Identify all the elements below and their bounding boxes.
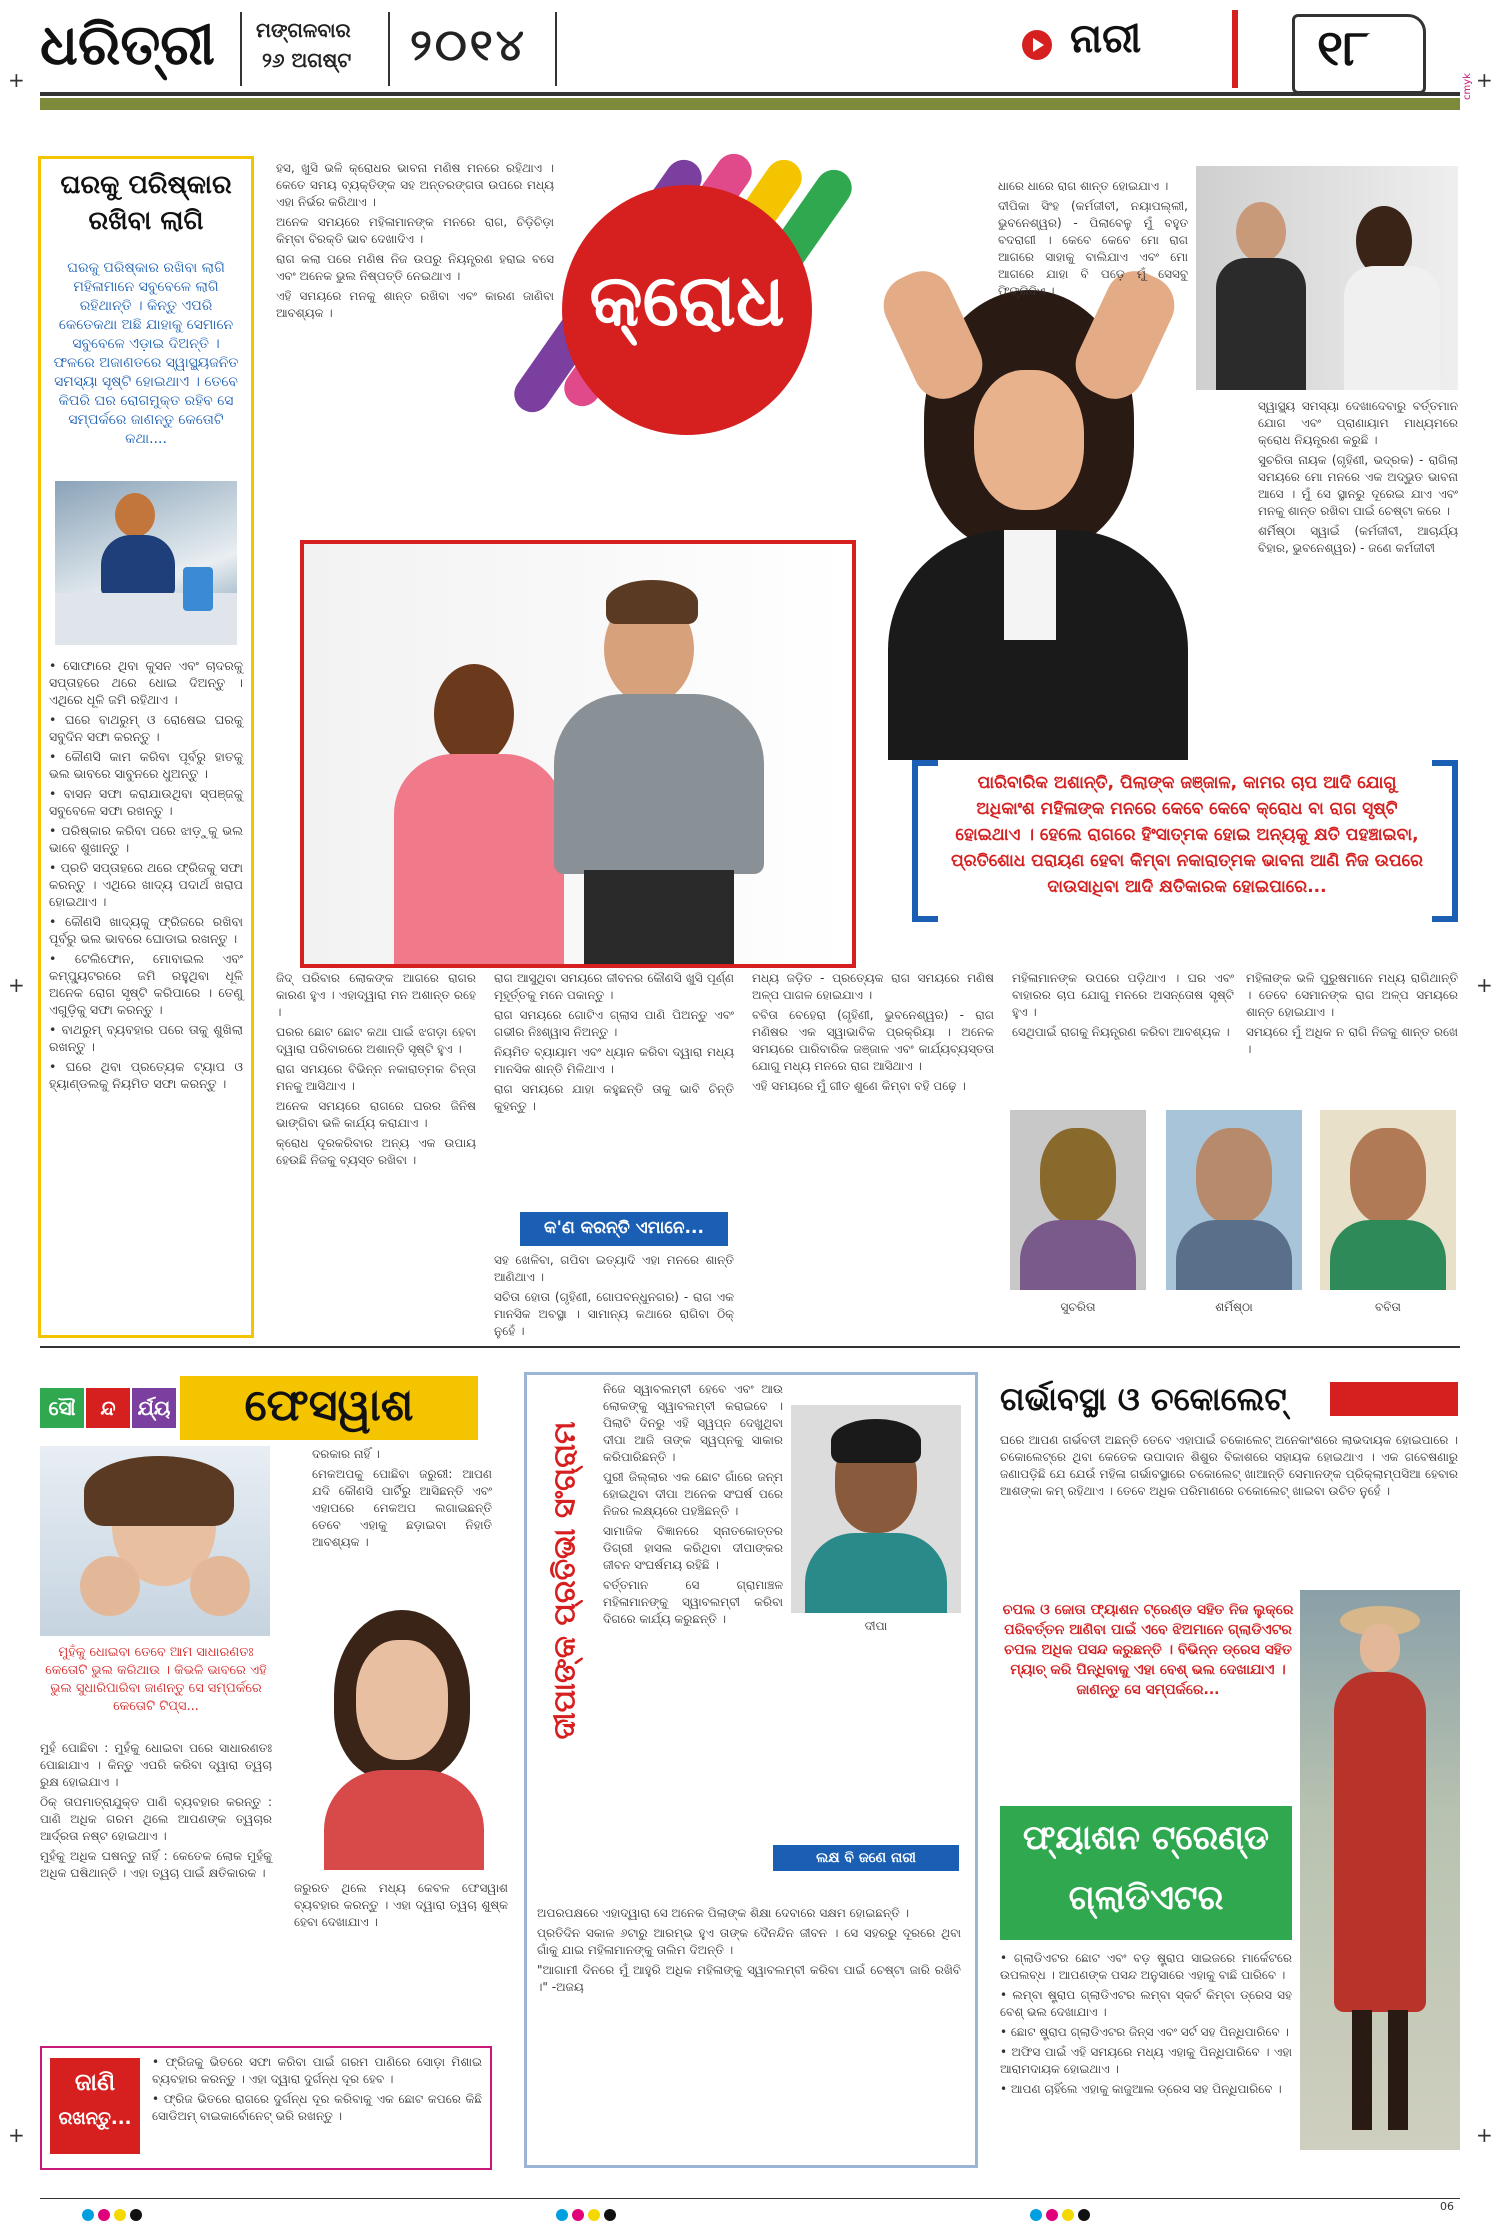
portrait-caption: ବବିତା	[1375, 1300, 1401, 1314]
footer-line	[40, 2198, 1460, 2199]
lower-col-4	[1012, 970, 1234, 1100]
issue-day: ମଙ୍ଗଳବାର	[256, 18, 351, 42]
beauty-tag-2: ନ୍ଦ	[86, 1388, 130, 1428]
registration-mark: +	[1476, 973, 1493, 997]
section-divider	[1232, 10, 1238, 88]
beauty-col-c	[294, 1880, 508, 2030]
pullquote	[912, 760, 1458, 960]
issue-date: ୨୬ ଅଗଷ୍ଟ	[262, 48, 352, 72]
main-para: ପୁରୀ ଜିଲ୍ଲାର ଏକ ଛୋଟ ଗାଁରେ ଜନ୍ମ ହୋଇଥିବା ଦୀପା ଅନେକ ସଂଘର୍ଷ ପରେ ନିଜର ଲକ୍ଷ୍ୟରେ ପହଞ୍ଚିଛନ୍ତି ।	[603, 1470, 783, 1518]
main-para: ମେକଅପକୁ ପୋଛିବା ଜରୁରୀ: ଆପଣ ଯଦି କୌଣସି ପାର୍ଟିରୁ ଆସିଛନ୍ତି ଏବଂ ଏହାପରେ ମେକଅପ ଲଗାଇଛନ୍ତି ତେବେ ଏହାକୁ ଛଡ଼ାଇବା ନିହାତି ଆବଶ୍ୟକ ।	[312, 1467, 492, 1549]
tip-item: • ବାସନ ସଫା କରାଯାଉଥିବା ସ୍ପଞ୍ଜକୁ ସବୁବେଳେ ସଫା ରଖନ୍ତୁ ।	[49, 785, 243, 819]
section-rule	[40, 1346, 1460, 1348]
beauty-red-intro: ମୁହଁକୁ ଧୋଇବା ତେବେ ଆମ ସାଧାରଣତଃ କେତୋଟି ଭୁଲ କରିଥାଉ । କିଭଳି ଭାବରେ ଏହି ଭୁଲ ସୁଧାରିପାରିବା ଜାଣନ୍ତୁ ସେ ସମ୍ପର୍କରେ କେତୋଟି ଟିପ୍ସ...	[45, 1645, 267, 1714]
main-para: ନିଜେ ସ୍ୱାବଲମ୍ବୀ ହେବେ ଏବଂ ଆଉ ଲୋକଙ୍କୁ ସ୍ୱାବଲମ୍ବୀ କରାଇବେ । ପିଲାଟି ଦିନରୁ ଏହି ସ୍ୱପ୍ନ ଦେଖୁଥିବା ଦୀପା ଆଜି ତାଙ୍କ ସ୍ୱପ୍ନକୁ ସାକାର କରିପାରିଛନ୍ତି ।	[603, 1382, 783, 1464]
main-para: ଅନେକ ସମୟରେ ରାଗରେ ଘରର ଜିନିଷ ଭାଙ୍ଗିବା ଭଳି କାର୍ଯ୍ୟ କରାଯାଏ ।	[276, 1099, 476, 1130]
lower-col-2	[494, 970, 734, 1205]
registration-mark: +	[8, 973, 25, 997]
beauty-title: ଫେସୱାଶ	[244, 1380, 414, 1431]
main-para: କ୍ରୋଧ ଦୂରକରିବାର ଅନ୍ୟ ଏକ ଉପାୟ ହେଉଛି ନିଜକୁ ବ୍ୟସ୍ତ ରଖିବା ।	[276, 1136, 476, 1167]
beauty-title-banner	[180, 1376, 478, 1440]
quote-text: "ଆଗାମୀ ଦିନରେ ମୁଁ ଆହୁରି ଅଧିକ ମହିଳାଙ୍କୁ ସ୍ୱାବଲମ୍ବୀ କରିବା ପାଇଁ ଚେଷ୍ଟା ଜାରି ରଖିବି ।" -ଅଜୟ	[537, 1963, 961, 1994]
main-para: ଏହି ସମୟରେ ମୁଁ ଗୀତ ଶୁଣେ କିମ୍ବା ବହି ପଢ଼େ ।	[752, 1079, 966, 1093]
main-col-3	[1258, 398, 1458, 758]
main-para: ମହିଳାମାନଙ୍କ ଉପରେ ପଡ଼ିଥାଏ । ଘର ଏବଂ ବାହାରର ଚାପ ଯୋଗୁ ମନରେ ଅସନ୍ତୋଷ ସୃଷ୍ଟି ହୁଏ ।	[1012, 971, 1234, 1019]
page-number: ୧୮	[1317, 19, 1370, 77]
smiling-woman-photo	[294, 1600, 506, 1870]
main-para: ଏହି ସମୟରେ ମନକୁ ଶାନ୍ତ ରଖିବା ଏବଂ କାରଣ ଜାଣିବା ଆବଶ୍ୟକ ।	[276, 289, 554, 320]
main-para: ମୁହଁ ପୋଛିବା : ମୁହଁକୁ ଧୋଇବା ପରେ ସାଧାରଣତଃ ପୋଛାଯାଏ । କିନ୍ତୁ ଏପରି କରିବା ଦ୍ୱାରା ତ୍ୱଚା ରୁକ୍ଷ ହୋଇଯାଏ ।	[40, 1741, 272, 1789]
main-para: ଦରକାର ନାହିଁ ।	[312, 1447, 380, 1461]
tip-item: • ଅଫିସ ପାଇଁ ଏହି ସମୟରେ ମଧ୍ୟ ଏହାକୁ ପିନ୍ଧିପାରିବେ । ଏହା ଆରାମଦାୟକ ହୋଇଥାଏ ।	[1000, 2044, 1292, 2078]
main-para: ରାଗ ସମୟରେ ଗୋଟିଏ ଗ୍ଲାସ ପାଣି ପିଅନ୍ତୁ ଏବଂ ଗଭୀର ନିଃଶ୍ୱାସ ନିଅନ୍ତୁ ।	[494, 1008, 734, 1039]
main-para: ସମୟରେ ମୁଁ ଅଧିକ ନ ରାଗି ନିଜକୁ ଶାନ୍ତ ରଖେ ।	[1246, 1025, 1458, 1056]
main-col-1	[276, 160, 554, 535]
tip-item: • ପରିଷ୍କାର କରିବା ପରେ ଝାଡ଼ୁକୁ ଭଲ ଭାବେ ଶୁଖାନ୍ତୁ ।	[49, 822, 243, 856]
main-para: ସହ ଖେଳିବା, ଗପିବା ଇତ୍ୟାଦି ଏହା ମନରେ ଶାନ୍ତି ଆଣିଥାଏ ।	[494, 1253, 734, 1284]
portrait-caption: ଶର୍ମିଷ୍ଠା	[1215, 1300, 1253, 1314]
profile-tag: ଲକ୍ଷ ବି ଜଣେ ନାରୀ	[773, 1845, 959, 1871]
main-para: ରାଗ ସମୟରେ ଯାହା କହୁଛନ୍ତି ତାକୁ ଭାବି ଚିନ୍ତି କୁହନ୍ତୁ ।	[494, 1082, 734, 1113]
face-wash-photo	[40, 1446, 270, 1636]
tip-item: • ବାଥରୁମ୍ ବ୍ୟବହାର ପରେ ତାକୁ ଶୁଖିଲା ରଖନ୍ତୁ ।	[49, 1021, 243, 1055]
issue-year: ୨୦୧୪	[410, 20, 527, 71]
header-divider	[555, 12, 557, 86]
main-headline: କ୍ରୋଧ	[589, 258, 785, 342]
sub-heading: କ'ଣ କରନ୍ତି ଏମାନେ...	[544, 1218, 704, 1238]
profile-photo-caption: ଦୀପା	[864, 1619, 888, 1633]
main-para: ସ୍ୱାସ୍ଥ୍ୟ ସମସ୍ୟା ଦେଖାଦେବାରୁ ବର୍ତ୍ତମାନ ଯୋଗ ଏବଂ ପ୍ରାଣାୟାମ ମାଧ୍ୟମରେ କ୍ରୋଧ ନିୟନ୍ତ୍ରଣ କରୁଛି ।	[1258, 399, 1458, 447]
quote-text: ସୁଚରିତା ନାୟକ (ଗୃହିଣୀ, ଭଦ୍ରକ) - ରାଗିଲା ସମୟରେ ମୋ ମନରେ ଏକ ଅଦ୍ଭୁତ ଭାବନା ଆସେ । ମୁଁ ସେ ସ୍ଥାନରୁ ଦୂରେଇ ଯାଏ ଏବଂ ମନକୁ ଶାନ୍ତ ରଖିବା ପାଇଁ ଚେଷ୍ଟା କରେ ।	[1258, 453, 1458, 518]
portrait-photo	[1320, 1110, 1456, 1290]
know-label-box	[50, 2058, 140, 2154]
tip-item: • କୌଣସି କାମ କରିବା ପୂର୍ବରୁ ହାତକୁ ଭଲ ଭାବରେ ସାବୁନରେ ଧୁଅନ୍ତୁ ।	[49, 748, 243, 782]
main-para: ଘରର ଛୋଟ ଛୋଟ କଥା ପାଇଁ ଝଗଡ଼ା ହେବା ଦ୍ୱାରା ପରିବାରରେ ଅଶାନ୍ତି ସୃଷ୍ଟି ହୁଏ ।	[276, 1025, 476, 1056]
fashion-tips	[1000, 1950, 1292, 2160]
fashion-intro: ଚପଲ ଓ ଜୋତା ଫ୍ୟାଶନ ଟ୍ରେଣ୍ଡ ସହିତ ନିଜ ଲୁକ୍‌ରେ ପରିବର୍ତ୍ତନ ଆଣିବା ପାଇଁ ଏବେ ଝିଅମାନେ ଗ୍ଲାଡିଏଟର ଚପଲ ଅଧିକ ପସନ୍ଦ କରୁଛନ୍ତି । ବିଭିନ୍ନ ଡ୍ରେସ ସହିତ ମ୍ୟାଚ୍ କରି ପିନ୍ଧିବାକୁ ଏହା ବେଶ୍ ଭଲ ଦେଖାଯାଏ । ଜାଣନ୍ତୁ ସେ ସମ୍ପର୍କରେ...	[1002, 1602, 1294, 1698]
profile-body-2	[537, 1905, 961, 2155]
main-para: ପ୍ରତିଦିନ ସକାଳ ୬ଟାରୁ ଆରମ୍ଭ ହୁଏ ତାଙ୍କ ଦୈନନ୍ଦିନ ଜୀବନ । ସେ ସହରରୁ ଦୂରରେ ଥିବା ଗାଁକୁ ଯାଇ ମହିଳାମାନଙ୍କୁ ତାଲିମ ଦିଅନ୍ତି ।	[537, 1926, 961, 1957]
main-para: ଜରୁରତ ଥିଲେ ମଧ୍ୟ କେବଳ ଫେସୱାଶ ବ୍ୟବହାର କରନ୍ତୁ । ଏହା ଦ୍ୱାରା ତ୍ୱଚା ଶୁଷ୍କ ହେବା ଦେଖାଯାଏ ।	[294, 1881, 508, 1929]
pregnancy-title: ଗର୍ଭାବସ୍ଥା ଓ ଚକୋଲେଟ୍	[1000, 1380, 1287, 1418]
lower-col-2b	[494, 1252, 734, 1338]
cleaning-tips	[49, 657, 243, 1327]
footer-page-code: 06	[1440, 2200, 1454, 2213]
fashion-model-photo	[1300, 1590, 1460, 2150]
beauty-tag-3: ର୍ଯ୍ୟ	[132, 1388, 176, 1428]
main-para: ମୁହଁକୁ ଅଧିକ ଘଷନ୍ତୁ ନାହିଁ : କେତେକ ଲୋକ ମୁହଁକୁ ଅଧିକ ଘଷିଥାନ୍ତି । ଏହା ତ୍ୱଚା ପାଇଁ କ୍ଷତିକାରକ ।	[40, 1849, 272, 1880]
tip-item: • ଛୋଟ ଷ୍ଟ୍ରାପ ଗ୍ଲାଡିଏଟର ଜିନ୍ସ ଏବଂ ସର୍ଟ ସହ ପିନ୍ଧିପାରିବେ ।	[1000, 2024, 1292, 2041]
tip-item: • ଫ୍ରିଜ ଭିତରେ ରାଗରେ ଦୁର୍ଗନ୍ଧ ଦୂର କରିବାକୁ ଏକ ଛୋଟ କପରେ କିଛି ସୋଡିଅମ୍ ବାଇକାର୍ବୋନେଟ୍ ଭରି ରଖନ୍ତୁ ।	[152, 2091, 482, 2125]
registration-mark: +	[8, 68, 25, 92]
cmyk-mark: cmyk	[1462, 73, 1473, 100]
beauty-col-a	[312, 1446, 492, 1586]
main-para: ଜିଦ୍ ପରିବାର ଲୋକଙ୍କ ଆଗରେ ରାଗର କାରଣ ହୁଏ । ଏହାଦ୍ୱାରା ମନ ଅଶାନ୍ତ ରହେ ।	[276, 971, 476, 1019]
main-col-2	[998, 178, 1188, 298]
tip-item: • ଲମ୍ବା ଷ୍ଟ୍ରାପ ଗ୍ଲାଡିଏଟର ଲମ୍ବା ସ୍କର୍ଟ କିମ୍ବା ଡ୍ରେସ ସହ ବେଶ୍ ଭଲ ଦେଖାଯାଏ ।	[1000, 1987, 1292, 2021]
lower-col-1	[276, 970, 476, 1322]
main-para: ମହିଳାଙ୍କ ଭଳି ପୁରୁଷମାନେ ମଧ୍ୟ ରାଗିଥାନ୍ତି । ତେବେ ସେମାନଙ୍କ ରାଗ ଅଳ୍ପ ସମୟରେ ଶାନ୍ତ ହୋଇଯାଏ ।	[1246, 971, 1458, 1019]
lower-col-5	[1246, 970, 1458, 1100]
main-para: ବର୍ତ୍ତମାନ ସେ ଗ୍ରାମାଞ୍ଚଳ ମହିଳାମାନଙ୍କୁ ସ୍ୱାବଲମ୍ବୀ କରିବା ଦିଗରେ କାର୍ଯ୍ୟ କରୁଛନ୍ତି ।	[603, 1578, 783, 1626]
pregnancy-title-bar	[1330, 1382, 1458, 1416]
main-para: ରାଗ କଲା ପରେ ମଣିଷ ନିଜ ଉପରୁ ନିୟନ୍ତ୍ରଣ ହରାଇ ବସେ ଏବଂ ଅନେକ ଭୁଲ ନିଷ୍ପତ୍ତି ନେଇଥାଏ ।	[276, 252, 554, 283]
couple-fight-photo	[300, 540, 856, 968]
quote-text: ବବିତା ବେହେରା (ଗୃହିଣୀ, ଭୁବନେଶ୍ୱର) - ରାଗ ମଣିଷର ଏକ ସ୍ୱାଭାବିକ ପ୍ରକ୍ରିୟା । ଅନେକ ସମୟରେ ପାରିବାରିକ ଜଞ୍ଜାଳ ଏବଂ କାର୍ଯ୍ୟବ୍ୟସ୍ତତା ଯୋଗୁ ମଧ୍ୟ ମନରେ ରାଗ ଆସିଥାଏ ।	[752, 1008, 994, 1073]
header-line	[40, 92, 1460, 96]
color-bar	[80, 2206, 1420, 2222]
portrait-caption: ସୁଚରିତା	[1060, 1300, 1096, 1314]
olive-bar	[40, 98, 1460, 110]
portrait-photo	[1166, 1110, 1302, 1290]
main-para: ରାଗ ସମୟରେ ବିଭିନ୍ନ ନକାରାତ୍ମକ ଚିନ୍ତା ମନକୁ ଆସିଥାଏ ।	[276, 1062, 476, 1093]
tip-item: • ଘରେ ଥିବା ପ୍ରତ୍ୟେକ ଟ୍ୟାପ ଓ ହ୍ୟାଣ୍ଡଲକୁ ନିୟମିତ ସଫା କରନ୍ତୁ ।	[49, 1058, 243, 1092]
registration-mark: +	[1476, 2123, 1493, 2147]
main-para: ଅନେକ ସମୟରେ ମହିଳାମାନଙ୍କ ମନରେ ରାଗ, ଚିଡ଼ିଚିଡ଼ା କିମ୍ବା ବିରକ୍ତି ଭାବ ଦେଖାଦିଏ ।	[276, 215, 554, 246]
masthead	[0, 0, 1500, 96]
calendar-page-icon	[1292, 14, 1426, 94]
tip-item: • ଟେଲିଫୋନ, ମୋବାଇଲ ଏବଂ କମ୍ପ୍ୟୁଟରରେ ଜମି ରହୁଥିବା ଧୂଳି ଅନେକ ରୋଗ ସୃଷ୍ଟି କରିପାରେ । ତେଣୁ ଏଗୁଡ଼ିକୁ ସଫା କରନ୍ତୁ ।	[49, 950, 243, 1018]
registration-mark: +	[1476, 68, 1493, 92]
main-para: ସାମାଜିକ ବିଜ୍ଞାନରେ ସ୍ନାତକୋତ୍ତର ଡିଗ୍ରୀ ହାସଲ କରିଥିବା ଦୀପାଙ୍କର ଜୀବନ ସଂଘର୍ଷମୟ ରହିଛି ।	[603, 1524, 783, 1572]
fashion-title-2: ଗ୍ଲାଡିଏଟର	[1068, 1878, 1224, 1918]
tip-item: • ଆପଣ ଚାହିଁଲେ ଏହାକୁ କାଜୁଆଲ ଡ୍ରେସ ସହ ପିନ୍ଧିପାରିବେ ।	[1000, 2081, 1292, 2098]
know-label-1: ଜାଣି	[74, 2068, 116, 2096]
know-label-2: ରଖନ୍ତୁ...	[58, 2108, 132, 2129]
header-divider	[240, 12, 242, 86]
profile-photo	[791, 1405, 961, 1613]
main-para: ଠିକ୍ ତାପମାତ୍ରାଯୁକ୍ତ ପାଣି ବ୍ୟବହାର କରନ୍ତୁ : ପାଣି ଅଧିକ ଗରମ ଥିଲେ ଆପଣଙ୍କ ତ୍ୱଚାର ଆର୍ଦ୍ରତା ନଷ୍ଟ ହୋଇଥାଏ ।	[40, 1795, 272, 1843]
profile-vertical-title	[535, 1383, 595, 1803]
main-para: ଅପରପକ୍ଷରେ ଏହାଦ୍ୱାରା ସେ ଅନେକ ପିଲାଙ୍କ ଶିକ୍ଷା ଦେବାରେ ସକ୍ଷମ ହୋଇଛନ୍ତି ।	[537, 1906, 910, 1920]
angry-woman-photo	[828, 250, 1250, 760]
sidebar-intro: ଘରକୁ ପରିଷ୍କାର ରଖିବା ଲାଗି ମହିଳାମାନେ ସବୁବେଳେ ଲାଗି ରହିଥାନ୍ତି । କିନ୍ତୁ ଏପରି କେତେକଥା ଅଛି ଯାହାକୁ ସେମାନେ ସବୁବେଳେ ଏଡ଼ାଇ ଦିଅନ୍ତି । ଫଳରେ ଅଜାଣତରେ ସ୍ୱାସ୍ଥ୍ୟଜନିତ ସମସ୍ୟା ସୃଷ୍ଟି ହୋଇଥାଏ । ତେବେ କିପରି ଘର ରୋଗମୁକ୍ତ ରହିବ ସେ ସମ୍ପର୍କରେ ଜାଣନ୍ତୁ କେତୋଟି କଥା....	[53, 260, 239, 447]
quote-text: ସଚିତା ହୋତା (ଗୃହିଣୀ, ଗୋପବନ୍ଧୁନଗର) - ରାଗ ଏକ ମାନସିକ ଅବସ୍ଥା । ସାମାନ୍ୟ କଥାରେ ରାଗିବା ଠିକ୍ ନୁହେଁ ।	[494, 1290, 734, 1338]
tip-item: • ଗ୍ଲାଡିଏଟର ଛୋଟ ଏବଂ ବଡ଼ ଷ୍ଟ୍ରାପ ସାଇଜରେ ମାର୍କେଟରେ ଉପଲବ୍ଧ । ଆପଣଙ୍କ ପସନ୍ଦ ଅନୁସାରେ ଏହାକୁ ବାଛି ପାରିବେ ।	[1000, 1950, 1292, 1984]
quote-text: ଶର୍ମିଷ୍ଠା ସ୍ୱାଇଁ (କର୍ମଜୀବୀ, ଆଚାର୍ଯ୍ୟ ବିହାର, ଭୁବନେଶ୍ୱର) - ଜଣେ କର୍ମଜୀବୀ	[1258, 524, 1458, 555]
quote-text: ଦୀପିକା ସିଂହ (କର୍ମଜୀବୀ, ନୟାପଲ୍ଲୀ, ଭୁବନେଶ୍ୱର) - ପିଲାବେଳୁ ମୁଁ ବହୁତ ବଦରାଗୀ । କେବେ କେବେ ମୋ ରାଗ ଆଗରେ ସାହାକୁ ବାଲିଯାଏ ଏବଂ ମୋ ଆଗରେ ଯାହା ବି ପଡ଼େ ମୁଁ ସେସବୁ ଫିଙ୍ଗିଦିଏ ।	[998, 199, 1188, 298]
fashion-title-1: ଫ୍ୟାଶନ ଟ୍ରେଣ୍ଡ	[1022, 1818, 1270, 1858]
profile-body	[603, 1381, 783, 1901]
section-name: ନାରୀ	[1070, 16, 1142, 62]
pullquote-text: ପାରିବାରିକ ଅଶାନ୍ତି, ପିଲାଙ୍କ ଜଞ୍ଜାଳ, କାମର ଚାପ ଆଦି ଯୋଗୁ ଅଧିକାଂଶ ମହିଳାଙ୍କ ମନରେ କେବେ କେବେ କ୍ରୋଧ ବା ରାଗ ସୃଷ୍ଟି ହୋଇଥାଏ । ହେଲେ ରାଗରେ ହିଂସାତ୍ମକ ହୋଇ ଅନ୍ୟକୁ କ୍ଷତି ପହଞ୍ଚାଇବା, ପ୍ରତିଶୋଧ ପରାୟଣ ହେବା କିମ୍ବା ନକାରାତ୍ମକ ଭାବନା ଆଣି ନିଜ ଉପରେ ଦାଉସାଧିବା ଆଦି କ୍ଷତିକାରକ ହୋଇପାରେ...	[950, 773, 1423, 897]
lower-col-3	[752, 970, 994, 1322]
main-para: ରାଗ ଆସୁଥିବା ସମୟରେ ଜୀବନର କୌଣସି ଖୁସି ପୂର୍ଣ୍ଣ ମୂହୂର୍ତ୍ତକୁ ମନେ ପକାନ୍ତୁ ।	[494, 971, 734, 1002]
newspaper-logo: ଧରିତ୍ରୀ	[40, 13, 215, 78]
tip-item: • ସୋଫାରେ ଥିବା କୁସନ ଏବଂ ଚାଦରକୁ ସପ୍ତାହରେ ଥରେ ଧୋଇ ଦିଅନ୍ତୁ । ଏଥିରେ ଧୂଳି ଜମି ରହିଥାଏ ।	[49, 657, 243, 708]
profile-box	[524, 1372, 978, 2168]
know-tips	[152, 2054, 482, 2162]
main-para: ମଧ୍ୟ ଜଡ଼ିତ - ପ୍ରତ୍ୟେକ ରାଗ ସମୟରେ ମଣିଷ ଅଳ୍ପ ପାଗଳ ହୋଇଯାଏ ।	[752, 971, 994, 1002]
registration-mark: +	[8, 2123, 25, 2147]
profile-title: ଦୀପାଙ୍କ ପ୍ରତିଭା ସଂଗ୍ରାମ	[547, 1421, 583, 1740]
know-box	[40, 2046, 492, 2170]
main-para: ନିୟମିତ ବ୍ୟାୟାମ ଏବଂ ଧ୍ୟାନ କରିବା ଦ୍ୱାରା ମଧ୍ୟ ମାନସିକ ଶାନ୍ତି ମିଳିଥାଏ ।	[494, 1045, 734, 1076]
sub-heading-box	[520, 1212, 728, 1246]
sidebar-cleaning	[38, 156, 254, 1338]
tip-item: • ପ୍ରତି ସପ୍ତାହରେ ଥରେ ଫ୍ରିଜକୁ ସଫା କରନ୍ତୁ । ଏଥିରେ ଖାଦ୍ୟ ପଦାର୍ଥ ଖରାପ ହୋଇଥାଏ ।	[49, 859, 243, 910]
main-para: ସେଥିପାଇଁ ରାଗକୁ ନିୟନ୍ତ୍ରଣ କରିବା ଆବଶ୍ୟକ ।	[1012, 1025, 1230, 1039]
header-divider	[388, 12, 390, 86]
sidebar-title: ଘରକୁ ପରିଷ୍କାର ରଖିବା ଲାଗି	[60, 170, 232, 236]
tip-item: • ଫ୍ରିଜକୁ ଭିତରେ ସଫା କରିବା ପାଇଁ ଗରମ ପାଣିରେ ସୋଡ଼ା ମିଶାଇ ବ୍ୟବହାର କରନ୍ତୁ । ଏହା ଦ୍ୱାରା ଦୁର୍ଗନ୍ଧ ଦୂର ହେବ ।	[152, 2054, 482, 2088]
tip-item: • କୌଣସି ଖାଦ୍ୟକୁ ଫ୍ରିଜରେ ରଖିବା ପୂର୍ବରୁ ଭଲ ଭାବରେ ଘୋଡାଇ ରଖନ୍ତୁ ।	[49, 913, 243, 947]
portrait-photo	[1010, 1110, 1146, 1290]
beauty-col-b	[40, 1740, 272, 2030]
main-para: ହସ, ଖୁସି ଭଳି କ୍ରୋଧର ଭାବନା ମଣିଷ ମନରେ ରହିଥାଏ । କେତେ ସମୟ ବ୍ୟକ୍ତିଙ୍କ ସହ ଅନ୍ତରଙ୍ଗତା ଉପରେ ମଧ୍ୟ ଏହା ନିର୍ଭର କରିଥାଏ ।	[276, 161, 554, 209]
beauty-tag-1: ସୌ	[40, 1388, 84, 1428]
arguing-couple-photo	[1196, 166, 1458, 390]
cleaning-photo	[55, 481, 237, 645]
play-icon	[1022, 30, 1052, 60]
fashion-banner	[1000, 1806, 1292, 1940]
pregnancy-body: ଘରେ ଆପଣ ଗର୍ଭବତୀ ଅଛନ୍ତି ତେବେ ଏହାପାଇଁ ଚକୋଲେଟ୍ ଅନେକାଂଶରେ ଲାଭଦାୟକ ହୋଇପାରେ । ଚକୋଲେଟ୍‌ରେ ଥିବା କେତେକ ଉପାଦାନ ଶିଶୁର ବିକାଶରେ ସହାୟକ ହୋଇଥାଏ । ଏକ ଗବେଷଣାରୁ ଜଣାପଡ଼ିଛି ଯେ ଯେଉଁ ମହିଳା ଗର୍ଭାବସ୍ଥାରେ ଚକୋଲେଟ୍ ଖାଆନ୍ତି ସେମାନଙ୍କ ପ୍ରିକ୍ଲାମ୍ପସିଆ ହେବାର ଆଶଙ୍କା କମ୍ ରହିଥାଏ । ତେବେ ଅଧିକ ପରିମାଣରେ ଚକୋଲେଟ୍ ଖାଇବା ଉଚିତ ନୁହେଁ ।	[1000, 1433, 1458, 1498]
tip-item: • ଘରେ ବାଥରୁମ୍ ଓ ରୋଷେଇ ଘରକୁ ସବୁଦିନ ସଫା କରନ୍ତୁ ।	[49, 711, 243, 745]
main-para: ଧାରେ ଧାରେ ରାଗ ଶାନ୍ତ ହୋଇଯାଏ ।	[998, 179, 1169, 193]
